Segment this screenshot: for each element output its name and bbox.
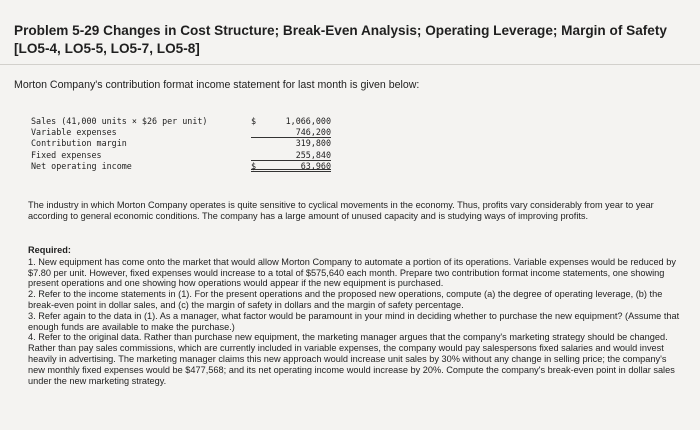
statement-label: Sales (41,000 units × $26 per unit) — [31, 116, 208, 126]
statement-amount — [251, 116, 331, 127]
statement-row-contribution-margin — [31, 138, 331, 149]
statement-amount — [251, 138, 331, 149]
problem-learning-objectives: [LO5-4, LO5-5, LO5-7, LO5-8] — [14, 41, 200, 56]
required-item-1: 1. New equipment has come onto the market that would allow Morton Company to automate a portion of its operations. Variable expenses would be reduced by $7.80 per unit. However, fixed expenses would increase to a total of $575,640 each month. Prepare two contribution format income statements, one showing present operations and one showing how operations would appear if the new equipment is purchased. — [28, 256, 676, 289]
amount-value: 319,800 — [295, 138, 331, 149]
statement-row-variable-expenses — [31, 127, 331, 138]
statement-label: Net operating income — [31, 160, 132, 171]
statement-label: Variable expenses — [31, 127, 117, 138]
problem-title — [14, 22, 686, 58]
required-item-2: 2. Refer to the income statements in (1). For the present operations and the proposed new operations, compute (a) the degree of operating leverage, (b) the break-even point in dollar sales, and (c) the margin of safety in dollars and the margin of safety percentage. — [28, 289, 663, 310]
statement-amount — [251, 127, 331, 138]
statement-row-net-operating-income — [31, 161, 331, 172]
amount-value: 63,960 — [300, 160, 331, 171]
statement-amount — [251, 161, 331, 172]
statement-label: Contribution margin — [31, 138, 127, 149]
currency-sign: $ — [251, 116, 257, 126]
required-item-4: 4. Refer to the original data. Rather than purchase new equipment, the marketing manager argues that the company's marketing strategy should be changed. Rather than pay sales commissions, which are currently included in variable expenses, the company would pay salespersons fixed salaries and would invest heavily in advertising. The marketing manager claims this new approach would increase unit sales by 30% without any change in selling price; the company's new monthly fixed expenses would be $477,568; and its net operating income would increase by 20%. Compute the company's break-even point in dollar sales under the new marketing strategy. — [28, 332, 675, 386]
income-statement — [31, 116, 331, 172]
divider — [0, 64, 700, 65]
statement-amount — [251, 150, 331, 161]
statement-row-sales — [31, 116, 331, 127]
statement-label: Fixed expenses — [31, 149, 102, 160]
context-paragraph: The industry in which Morton Company operates is quite sensitive to cyclical movements in the economy. Thus, profits vary considerably from year to year according to general economic conditions. The company has a large amount of unused capacity and is studying ways of improving profits. — [28, 200, 654, 221]
amount-value: 746,200 — [295, 127, 331, 138]
currency-sign: $ — [251, 160, 257, 171]
required-item-3: 3. Refer again to the data in (1). As a manager, what factor would be paramount in your mind in deciding whether to purchase the new equipment? (Assume that enough funds are available to make the purchase.) — [28, 310, 680, 332]
statement-row-fixed-expenses — [31, 150, 331, 161]
problem-title-line1: Problem 5-29 Changes in Cost Structure; Break-Even Analysis; Operating Leverage; Margin of Safety — [14, 23, 667, 38]
amount-value: 1,066,000 — [285, 116, 331, 126]
required-heading: Required: — [28, 245, 71, 255]
amount-value: 255,840 — [295, 149, 331, 160]
intro-text: Morton Company's contribution format income statement for last month is given below: — [14, 79, 420, 91]
required-section — [28, 245, 680, 386]
